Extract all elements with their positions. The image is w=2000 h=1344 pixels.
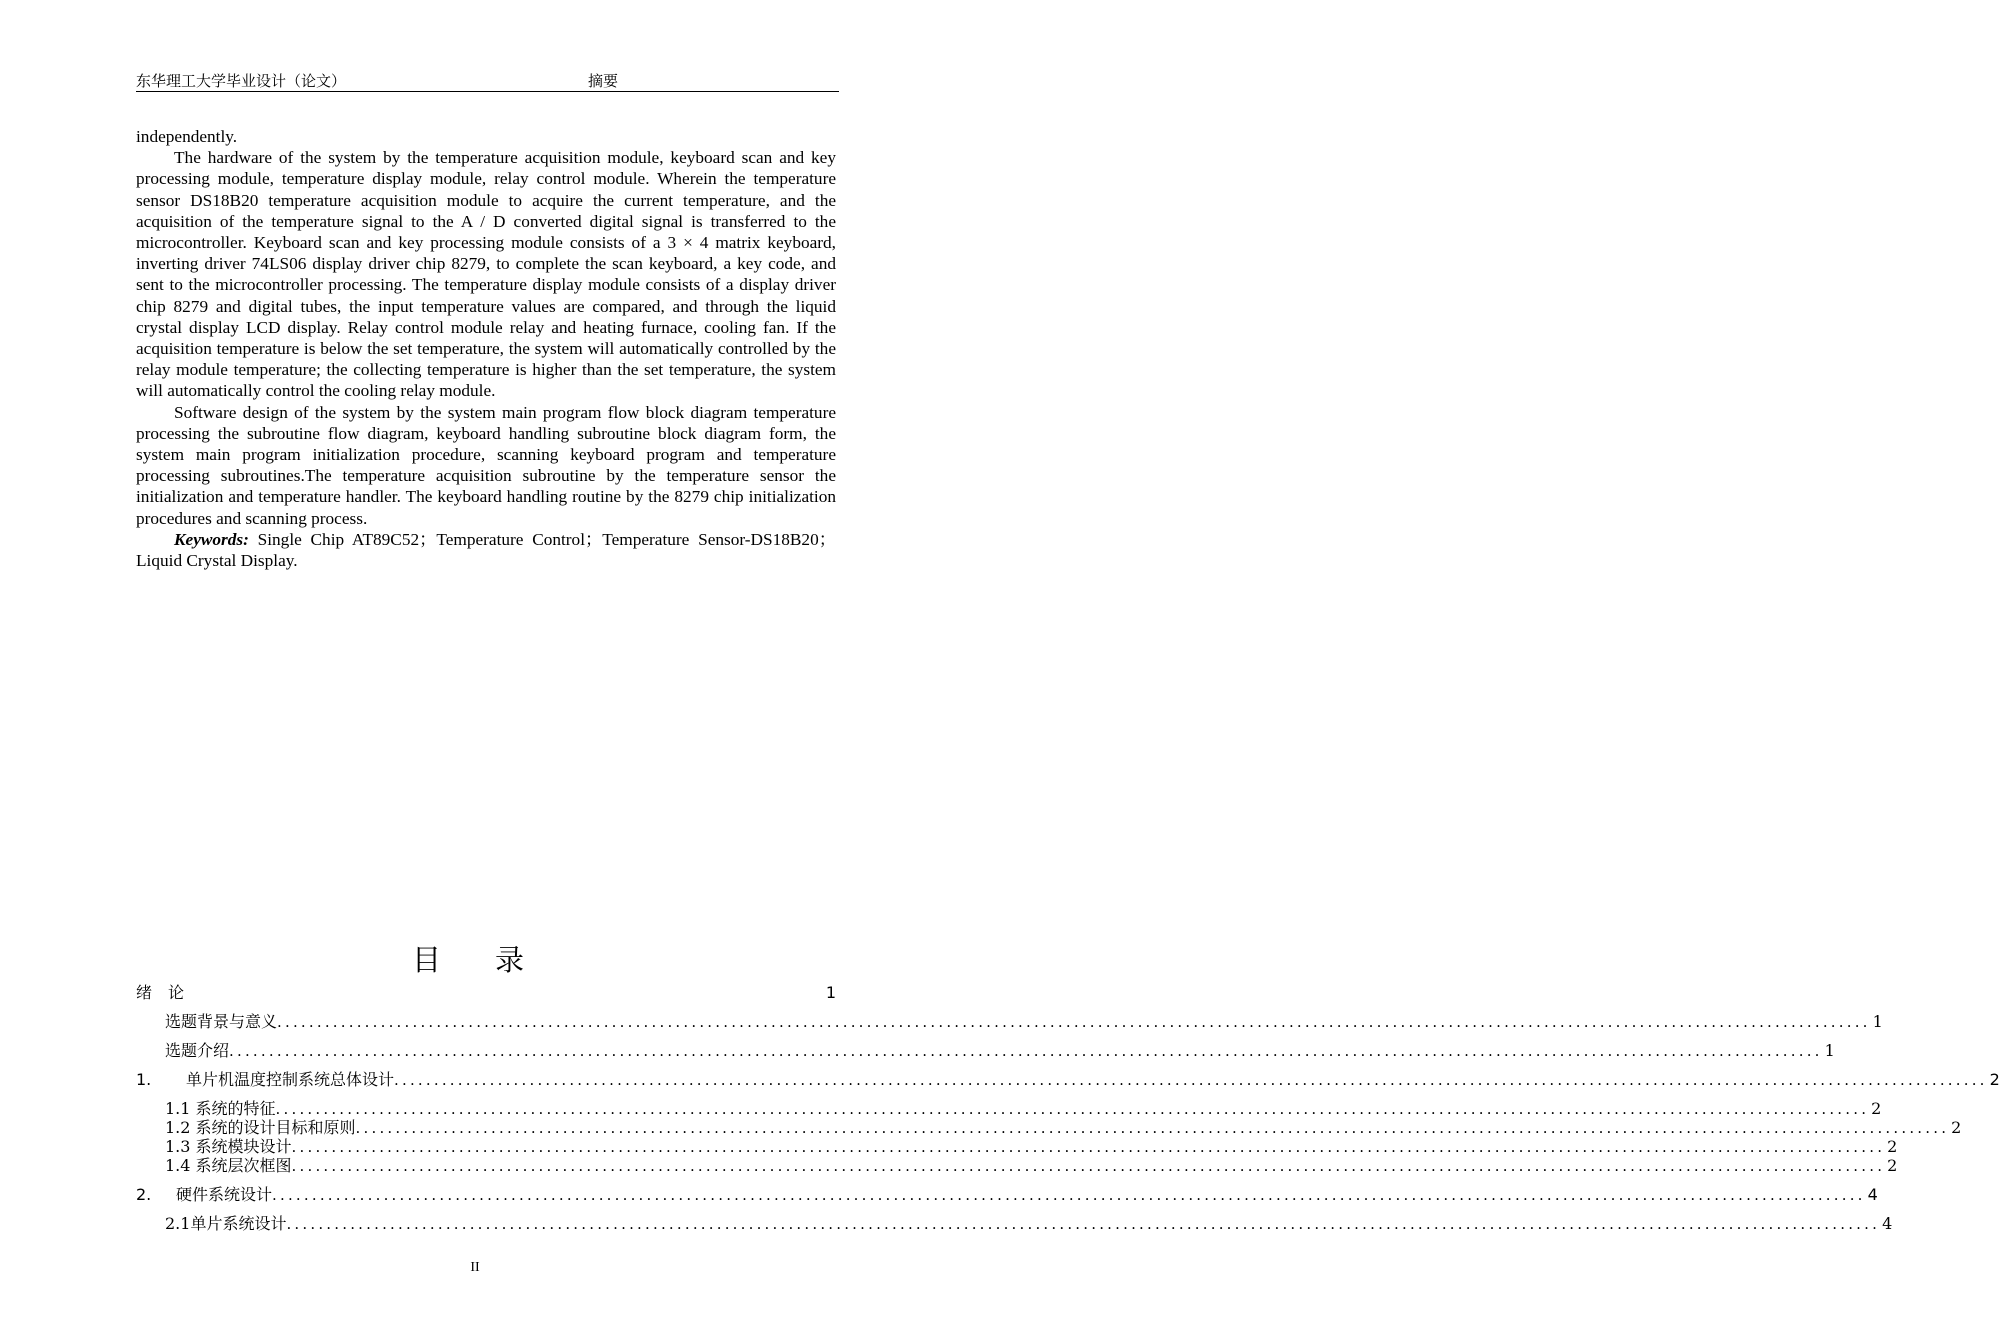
toc-leader-dots: ........................................................................................................................................................................................................ xyxy=(286,1215,1881,1233)
toc-entry-label xyxy=(165,1009,277,1032)
toc-entry-label xyxy=(165,1211,286,1234)
toc-entry-page: 1 xyxy=(1824,1041,1835,1060)
toc-title: 目录 xyxy=(411,943,578,977)
toc-entry-label xyxy=(165,1153,292,1176)
toc-leader-dots: ........................................................................................................................................................................................................ xyxy=(272,1186,1866,1204)
toc-leader-dots: ........................................................................................................................................................................................................ xyxy=(291,1157,1886,1175)
keywords-text: Single Chip AT89C52；Temperature Control；Temperature Sensor-DS18B20；Liquid Crystal Display. xyxy=(136,529,836,571)
header-section: 摘要 xyxy=(588,74,619,90)
toc-entry-page: 2 xyxy=(1989,1070,2000,1089)
toc-entry[interactable] xyxy=(136,1067,2000,1089)
toc-entry[interactable] xyxy=(136,980,836,1000)
toc-entry-page: 4 xyxy=(1867,1185,1878,1204)
toc-leader-dots: ........................................................................................................................................................................................................ xyxy=(291,1138,1886,1156)
toc-leader-dots: ........................................................................................................................................................................................................ xyxy=(355,1119,1950,1137)
abstract-paragraph: Software design of the system by the system main program flow block diagram temperature processing the subroutine flow diagram, keyboard handling subroutine block diagram form, the system main program initialization procedure, scanning keyboard program and temperature processing subroutines.The temperature acquisition subroutine by the temperature sensor the initialization and temperature handler. The keyboard handling routine by the 8279 chip initialization procedures and scanning process. xyxy=(136,402,836,528)
toc-entry[interactable] xyxy=(136,1096,1882,1118)
toc-entry[interactable] xyxy=(136,1134,1898,1156)
abstract-paragraph: independently. xyxy=(136,127,238,146)
toc-entry-label xyxy=(136,1067,394,1090)
toc-entry-text: 选题介绍 xyxy=(165,1041,230,1060)
page-number: II xyxy=(470,1260,480,1275)
toc-leader-dots: ........................................................................................................................................................................................................ xyxy=(275,1100,1870,1118)
abstract-paragraph: The hardware of the system by the temperature acquisition module, keyboard scan and key processing module, temperature display module, relay control module. Wherein the temperature sensor DS18B20 temperature acquisition module to acquire the current temperature, and the acquisition of the temperature signal to the A / D converted digital signal is transferred to the microcontroller. Keyboard scan and key processing module consists of a 3 × 4 matrix keyboard, inverting driver 74LS06 display driver chip 8279, to complete the scan keyboard, a key code, and sent to the microcontroller processing. The temperature display module consists of a display driver chip 8279 and digital tubes, the input temperature values are compared, and through the liquid crystal display LCD display. Relay control module relay and heating furnace, cooling fan. If the acquisition temperature is below the set temperature, the system will automatically controlled by the relay module temperature; the collecting temperature is higher than the set temperature, the system will automatically control the cooling relay module. xyxy=(136,148,836,401)
toc-entry[interactable] xyxy=(136,1038,1835,1060)
toc-entry-label xyxy=(136,1182,272,1205)
toc-entry-text: 单片机温度控制系统总体设计 xyxy=(186,1070,395,1089)
toc-entry-text: 2.1单片系统设计 xyxy=(165,1214,287,1233)
toc-leader-dots: ........................................................................................................................................................................................................ xyxy=(277,1013,1871,1031)
keywords-line xyxy=(136,529,836,571)
toc-entry-page: 2 xyxy=(1871,1099,1882,1118)
toc-entry-number: 2. xyxy=(136,1185,152,1204)
toc-entry-label xyxy=(165,1038,229,1061)
toc-entry[interactable] xyxy=(136,1211,1893,1233)
toc-entry[interactable] xyxy=(136,1115,1962,1137)
toc-leader-dots: ........................................................................................................................................................................................................ xyxy=(229,1042,1823,1060)
toc-entry-text: 1.4 系统层次框图 xyxy=(165,1156,292,1175)
toc-leader-dots: ........................................................................................................................................................................................................ xyxy=(394,1071,1988,1089)
toc-entry-page: 2 xyxy=(1887,1156,1898,1175)
toc-entry-page: 1 xyxy=(1872,1012,1883,1031)
toc-entry[interactable] xyxy=(136,1009,1883,1031)
toc-entry[interactable] xyxy=(136,1153,1898,1175)
toc-entry-text: 绪 论 xyxy=(136,983,185,1002)
keywords-label: Keywords: xyxy=(174,529,249,549)
abstract-body xyxy=(136,126,836,571)
toc-entry-page: 4 xyxy=(1882,1214,1893,1233)
header-university: 东华理工大学毕业设计（论文） xyxy=(136,74,347,90)
toc-entry-text: 硬件系统设计 xyxy=(176,1185,273,1204)
toc-entry-label xyxy=(136,980,184,1003)
toc-entry-text: 1.2 系统的设计目标和原则 xyxy=(165,1118,356,1137)
page-header xyxy=(136,68,839,92)
toc-entry-text: 1.3 系统模块设计 xyxy=(165,1137,292,1156)
toc-entry[interactable] xyxy=(136,1182,1878,1204)
toc-entry-page: 1 xyxy=(825,983,836,1002)
toc-entry-text: 1.1 系统的特征 xyxy=(165,1099,276,1118)
toc-entry-text: 选题背景与意义 xyxy=(165,1012,278,1031)
toc-entry-number: 1. xyxy=(136,1070,152,1089)
toc-entry-page: 2 xyxy=(1951,1118,1962,1137)
toc-entry-page: 2 xyxy=(1887,1137,1898,1156)
